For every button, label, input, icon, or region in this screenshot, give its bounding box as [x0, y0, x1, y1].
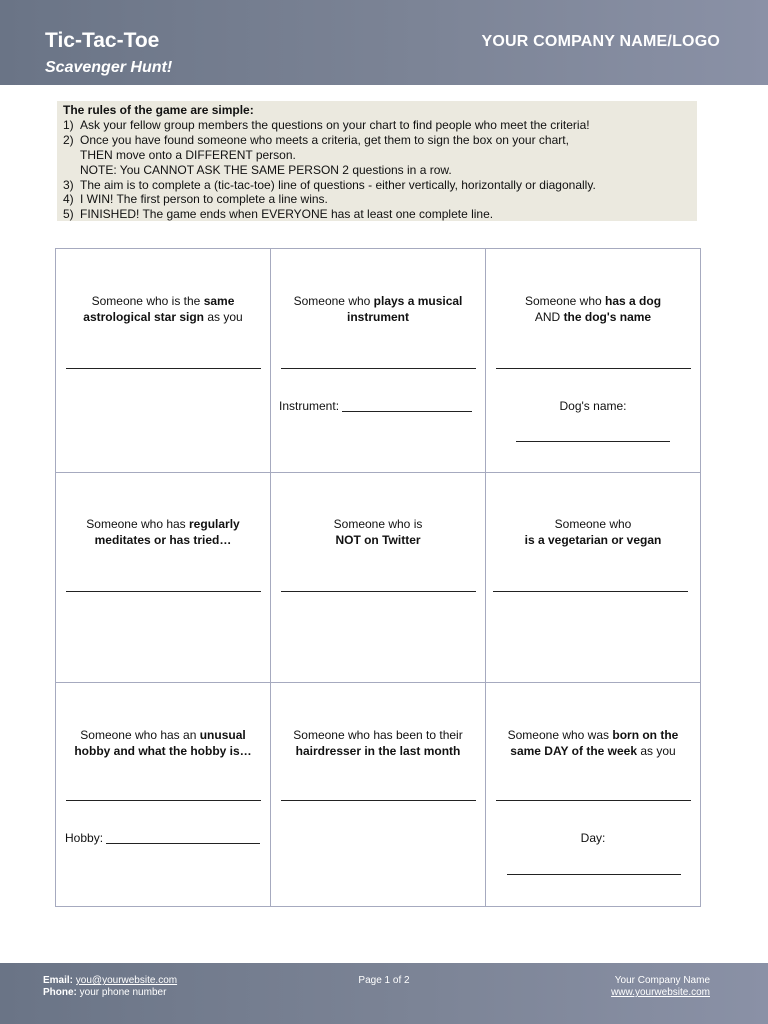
signature-line[interactable] [281, 800, 476, 801]
footer-company-name: Your Company Name [614, 975, 710, 986]
rule-item-note: NOTE: You CANNOT ASK THE SAME PERSON 2 questions in a row. [80, 162, 452, 177]
tic-tac-toe-grid [55, 248, 701, 907]
cell-prompt: Someone who is the same astrological star sign as you [83, 294, 243, 324]
signature-line[interactable] [66, 368, 261, 369]
email-label: Email: [43, 975, 74, 986]
phone-label: Phone: [43, 987, 77, 998]
grid-cell-vegetarian[interactable] [486, 473, 700, 683]
cell-prompt: Someone who plays a musical instrument [293, 294, 463, 324]
grid-cell-star-sign[interactable] [56, 249, 271, 473]
day-label: Day: [580, 831, 606, 845]
phone-value: your phone number [79, 987, 167, 998]
day-line[interactable] [507, 874, 681, 875]
rule-item: 3) The aim is to complete a (tic-tac-toe) line of questions - either vertically, horizontally or diagonally. [63, 177, 596, 192]
page-footer [0, 963, 768, 1024]
grid-cell-hairdresser[interactable] [271, 683, 486, 906]
signature-line[interactable] [493, 591, 688, 592]
instrument-label: Instrument: [279, 399, 340, 413]
rules-title: The rules of the game are simple: [63, 103, 254, 117]
instrument-field[interactable] [279, 399, 472, 413]
rule-item: 1) Ask your fellow group members the questions on your chart to find people who meet the criteria! [63, 117, 590, 132]
grid-cell-unusual-hobby[interactable] [56, 683, 271, 906]
grid-cell-meditates[interactable] [56, 473, 271, 683]
grid-cell-same-day[interactable] [486, 683, 700, 906]
cell-prompt: Someone who was born on the same DAY of the week as you [507, 728, 679, 758]
cell-prompt: Someone who has an unusual hobby and what the hobby is… [74, 728, 252, 758]
hobby-line[interactable] [106, 843, 260, 844]
signature-line[interactable] [281, 368, 476, 369]
cell-prompt: Someone who has a dog AND the dog's name [524, 294, 662, 324]
grid-cell-dog[interactable] [486, 249, 700, 473]
dog-name-label: Dog's name: [559, 399, 627, 413]
grid-cell-not-on-twitter[interactable] [271, 473, 486, 683]
signature-line[interactable] [66, 591, 261, 592]
email-link[interactable]: you@yourwebsite.com [75, 975, 178, 986]
rule-item: 2) Once you have found someone who meets a criteria, get them to sign the box on your chart, [63, 132, 569, 147]
rule-item: 5) FINISHED! The game ends when EVERYONE has at least one complete line. [63, 207, 494, 222]
cell-prompt: Someone who has been to their hairdresser in the last month [293, 728, 463, 758]
footer-company [611, 975, 710, 999]
rules-box [57, 101, 697, 221]
page-header [0, 0, 768, 85]
instrument-line[interactable] [342, 411, 472, 412]
signature-line[interactable] [281, 591, 476, 592]
dog-name-line[interactable] [516, 441, 670, 442]
rule-item: 4) I WIN! The first person to complete a line wins. [63, 192, 328, 207]
hobby-field[interactable] [65, 831, 260, 845]
page-number: Page 1 of 2 [358, 975, 410, 986]
cell-prompt: Someone who is a vegetarian or vegan [524, 517, 662, 547]
page-title: Tic-Tac-Toe [45, 29, 160, 52]
grid-cell-musical-instrument[interactable] [271, 249, 486, 473]
hobby-label: Hobby: [65, 831, 104, 845]
cell-prompt: Someone who is NOT on Twitter [333, 517, 423, 547]
rule-item-continued: THEN move onto a DIFFERENT person. [80, 147, 296, 162]
website-link[interactable]: www.yourwebsite.com [611, 987, 710, 998]
signature-line[interactable] [496, 800, 691, 801]
company-logo-placeholder: YOUR COMPANY NAME/LOGO [481, 33, 720, 50]
signature-line[interactable] [66, 800, 261, 801]
signature-line[interactable] [496, 368, 691, 369]
cell-prompt: Someone who has regularly meditates or has tried… [86, 517, 240, 547]
page-subtitle: Scavenger Hunt! [45, 59, 173, 76]
